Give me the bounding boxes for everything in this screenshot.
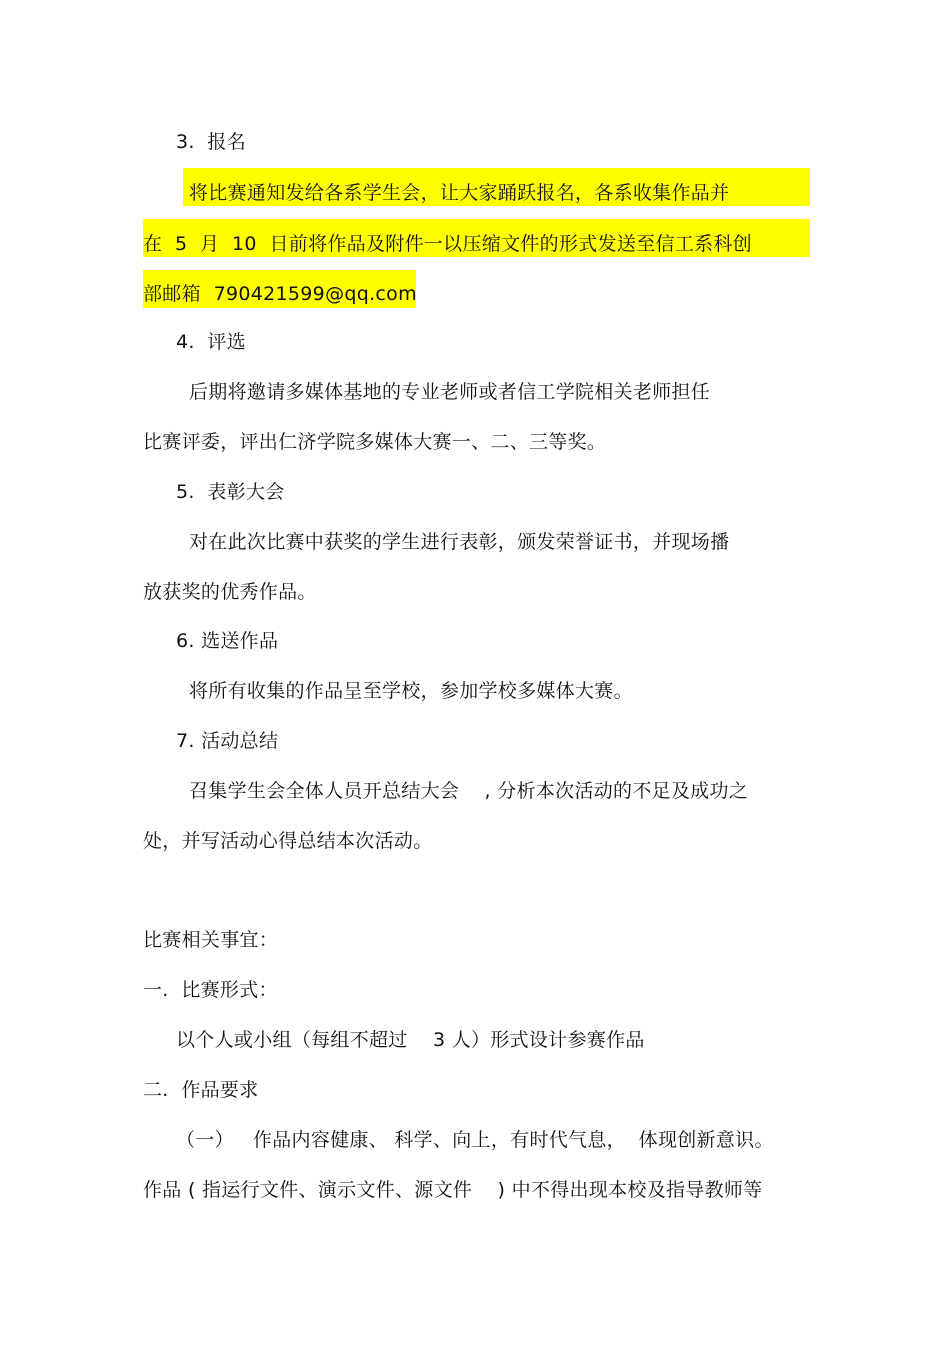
- section-4-paragraph-line-2: 比赛评委，评出仁济学院多媒体大赛一、二、三等奖。: [143, 431, 607, 453]
- section-5-heading: 5. 表彰大会: [176, 481, 285, 503]
- item-2-heading: 二. 作品要求: [143, 1079, 259, 1101]
- section-3-paragraph-line-3: 部邮箱 790421599@qq.com: [143, 283, 417, 305]
- section-5-paragraph-line-1: 对在此次比赛中获奖的学生进行表彰，颁发荣誉证书，并现场播: [189, 531, 730, 553]
- section-6-heading: 6. 选送作品: [176, 630, 279, 652]
- item-1-heading: 一. 比赛形式：: [143, 979, 278, 1001]
- item-2-line-2: 作品 ( 指运行文件、演示文件、源文件 ) 中不得出现本校及指导教师等: [143, 1179, 763, 1201]
- section-3-paragraph-line-2: 在 5 月 10 日前将作品及附件一以压缩文件的形式发送至信工系科创: [143, 233, 752, 255]
- section-7-paragraph-line-1: 召集学生会全体人员开总结大会 , 分析本次活动的不足及成功之: [189, 780, 749, 802]
- related-title: 比赛相关事宜：: [143, 929, 279, 951]
- item-1-text: 以个人或小组（每组不超过 3 人）形式设计参赛作品: [176, 1029, 645, 1051]
- section-4-paragraph-line-1: 后期将邀请多媒体基地的专业老师或者信工学院相关老师担任: [189, 381, 711, 403]
- item-2-line-1: （一） 作品内容健康、 科学、向上，有时代气息， 体现创新意识。: [176, 1129, 774, 1151]
- section-3-heading: 3. 报名: [176, 131, 247, 153]
- section-3-paragraph-line-1: 将比赛通知发给各系学生会，让大家踊跃报名，各系收集作品并: [189, 182, 730, 204]
- section-6-paragraph-line-1: 将所有收集的作品呈至学校，参加学校多媒体大赛。: [189, 680, 633, 702]
- section-4-heading: 4. 评选: [176, 331, 247, 353]
- section-5-paragraph-line-2: 放获奖的优秀作品。: [143, 581, 317, 603]
- section-7-heading: 7. 活动总结: [176, 730, 279, 752]
- section-7-paragraph-line-2: 处，并写活动心得总结本次活动。: [143, 830, 433, 852]
